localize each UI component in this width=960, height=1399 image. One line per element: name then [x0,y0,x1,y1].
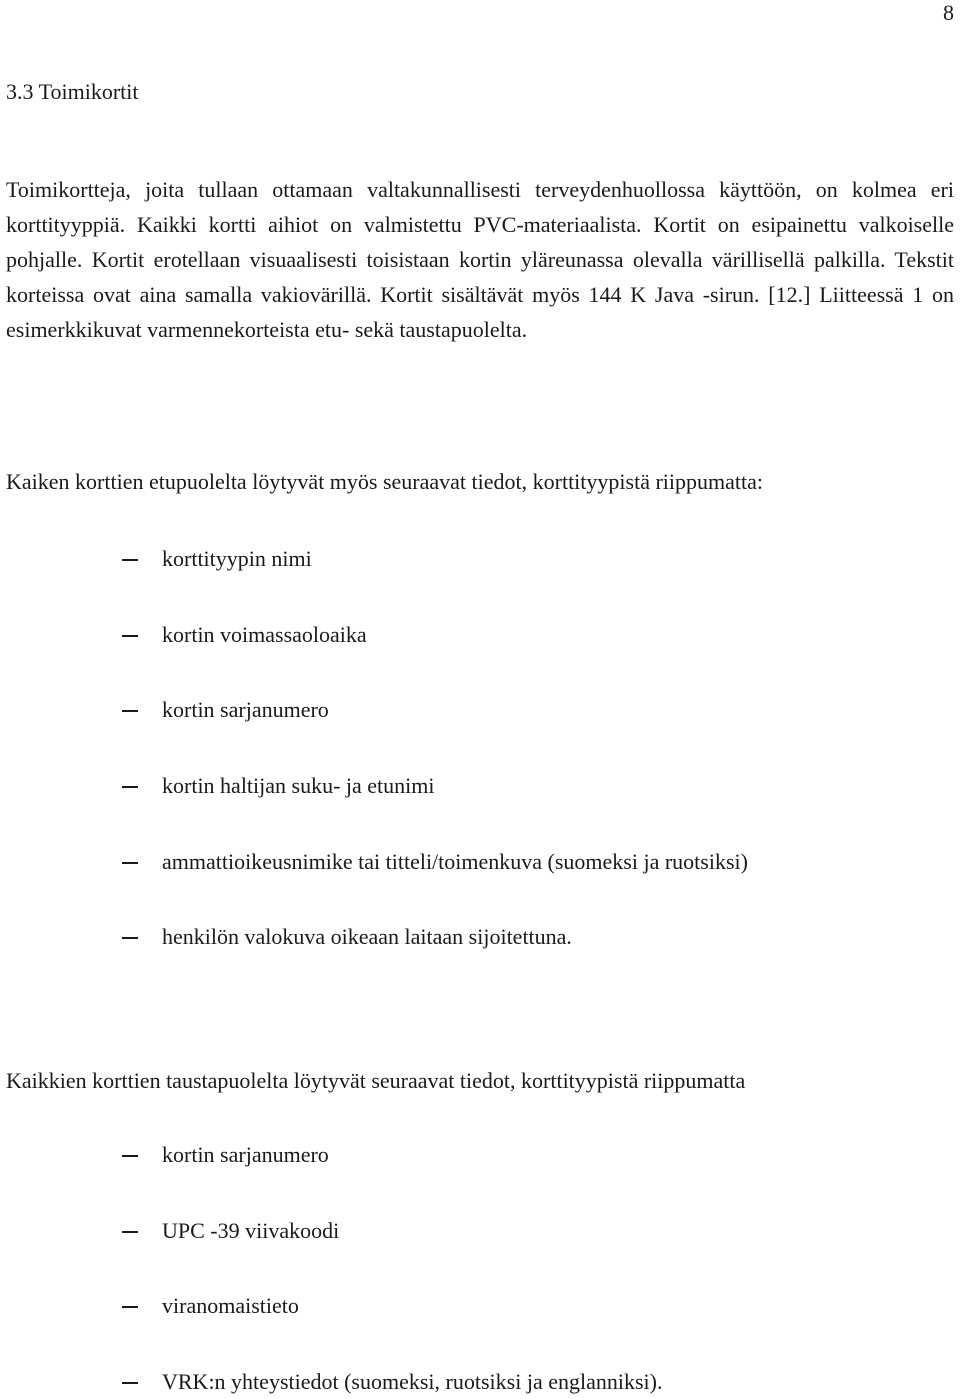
dash-bullet-icon [122,1306,138,1308]
list-item-text: ammattioikeusnimike tai titteli/toimenkuva (suomeksi ja ruotsiksi) [162,849,748,874]
list-item-text: kortin sarjanumero [162,697,329,722]
dash-bullet-icon [122,559,138,561]
list-item-text: korttityypin nimi [162,546,312,571]
dash-bullet-icon [122,1382,138,1384]
dash-bullet-icon [122,1231,138,1233]
list-item-text: henkilön valokuva oikeaan laitaan sijoitettuna. [162,924,572,949]
page-number: 8 [943,0,954,25]
dash-bullet-icon [122,937,138,939]
front-side-intro: Kaiken korttien etupuolelta löytyvät myös seuraavat tiedot, korttityypistä riippumatta: [6,469,763,494]
dash-bullet-icon [122,1155,138,1157]
section-heading: 3.3 Toimikortit [6,79,139,104]
dash-bullet-icon [122,786,138,788]
intro-paragraph: Toimikortteja, joita tullaan ottamaan valtakunnallisesti terveydenhuollossa käyttöön, on kolmea eri korttityyppiä. Kaikki kortti aihiot on valmistettu PVC-materiaalista. Kortit on esipainettu valkoiselle pohjalle. Kortit erotellaan visuaalisesti toisistaan kortin yläreunassa olevalla värillisellä palkilla. Tekstit korteissa ovat aina samalla vakiovärillä. Kortit sisältävät myös 144 K Java -sirun. [12.] Liitteessä 1 on esimerkkikuvat varmennekorteista etu- sekä taustapuolelta. [6,177,954,342]
list-item-text: kortin haltijan suku- ja etunimi [162,773,435,798]
back-side-intro: Kaikkien korttien taustapuolelta löytyvät seuraavat tiedot, korttityypistä riippumatta [6,1068,746,1093]
list-item-text: kortin voimassaoloaika [162,622,367,647]
list-item-text: viranomaistieto [162,1293,299,1318]
list-item-text: UPC -39 viivakoodi [162,1218,340,1243]
list-item-text: kortin sarjanumero [162,1142,329,1167]
dash-bullet-icon [122,862,138,864]
list-item-text: VRK:n yhteystiedot (suomeksi, ruotsiksi ja englanniksi). [162,1369,663,1394]
dash-bullet-icon [122,710,138,712]
dash-bullet-icon [122,635,138,637]
